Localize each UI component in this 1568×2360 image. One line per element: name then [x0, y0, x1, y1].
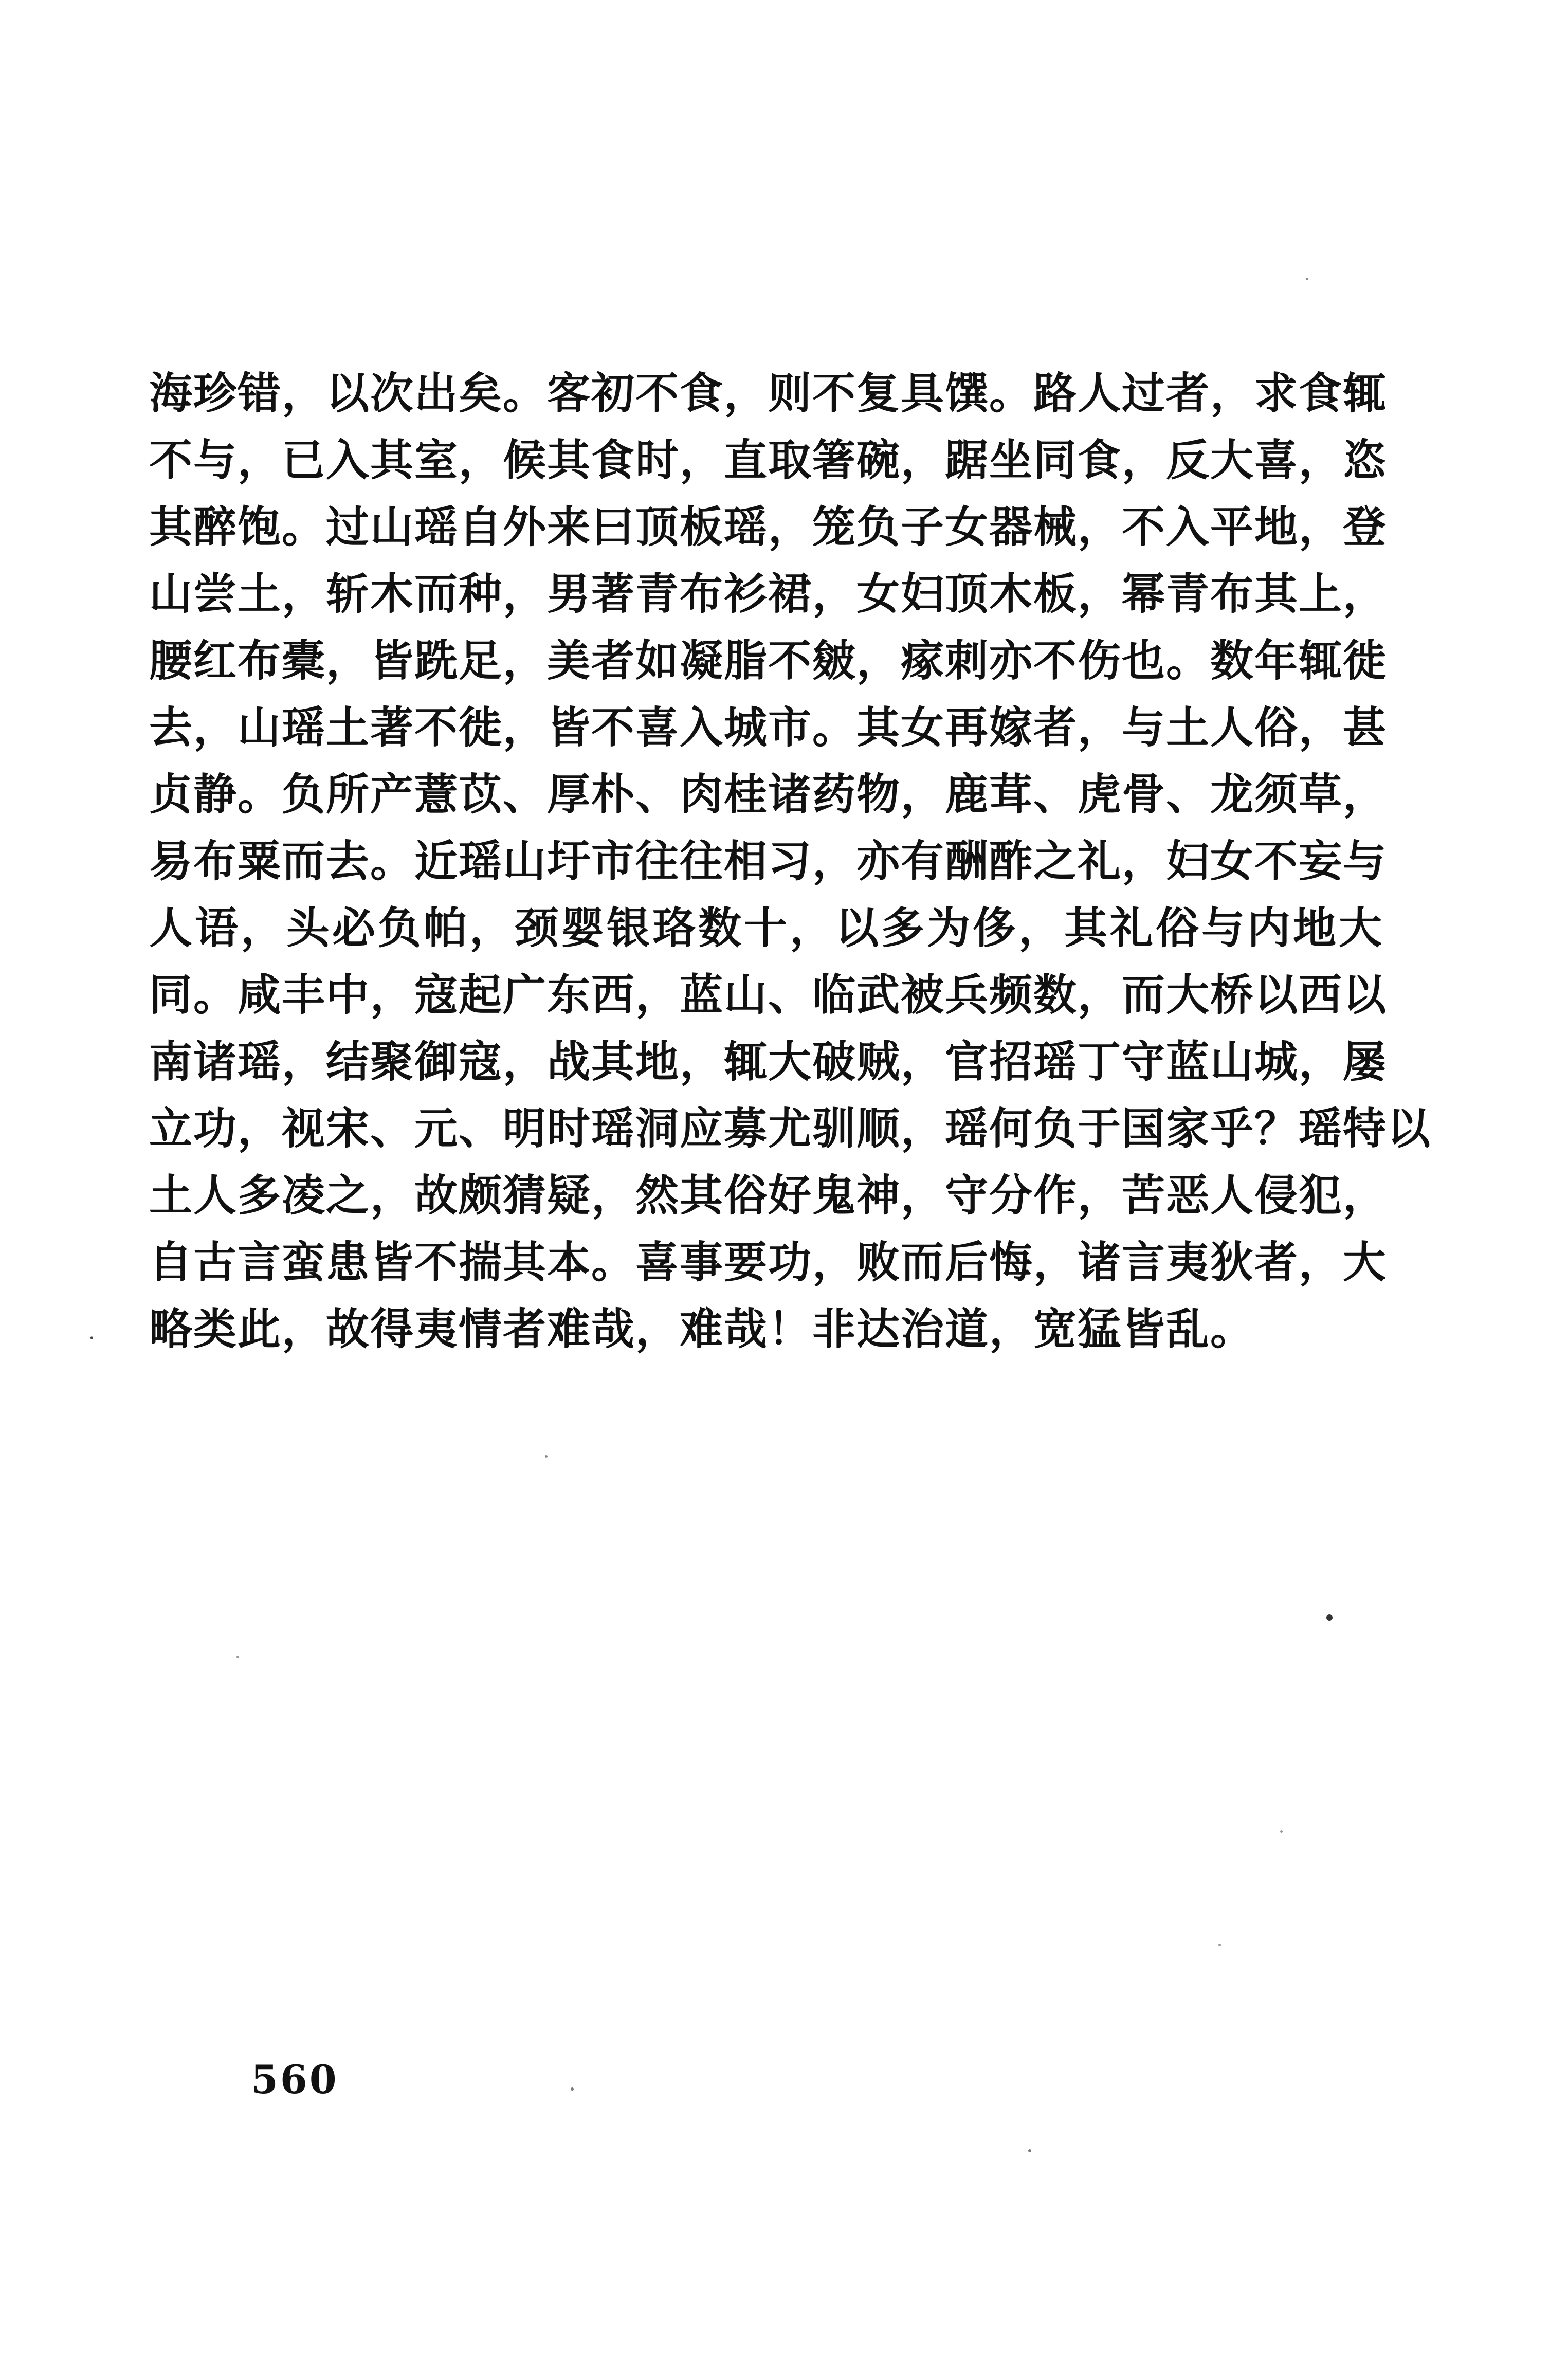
scan-speck: [571, 2087, 574, 2091]
text-line: 自古言蛮患皆不揣其本。喜事要功，败而后悔，诸言夷狄者，大: [149, 1237, 1388, 1287]
text-line: 去，山瑶土著不徙，皆不喜入城市。其女再嫁者，与土人俗，甚: [149, 702, 1388, 753]
scan-speck: [1280, 1830, 1283, 1833]
text-line: 立功，视宋、元、明时瑶洞应募尤驯顺，瑶何负于国家乎？瑶特以: [149, 1103, 1432, 1154]
text-line: 略类此，故得夷情者难哉，难哉！非达治道，宽猛皆乱。: [149, 1303, 1255, 1354]
text-line: 腰红布橐，皆跣足，美者如凝脂不皴，瘃刺亦不伤也。数年辄徙: [149, 635, 1388, 686]
margin-speck: ·: [88, 1327, 95, 1350]
text-line: 贞静。负所产薏苡、厚朴、肉桂诸药物，鹿茸、虎骨、龙须草，: [149, 769, 1388, 820]
text-line: 不与，已入其室，候其食时，直取箸碗，踞坐同食，反大喜，恣: [149, 434, 1388, 485]
text-line: 人语，头必负帕，颈婴银珞数十，以多为侈，其礼俗与内地大: [149, 902, 1383, 953]
text-line: 海珍错，以次出矣。客初不食，则不复具馔。路人过者，求食辄: [149, 368, 1388, 419]
text-line: 南诸瑶，结聚御寇，战其地，辄大破贼，官招瑶丁守蓝山城，屡: [149, 1036, 1388, 1087]
text-line: 其醉饱。过山瑶自外来曰顶板瑶，笼负子女器械，不入平地，登: [149, 501, 1388, 552]
scan-speck: [545, 1455, 548, 1458]
scan-speck: [236, 1656, 239, 1658]
page-number: 560: [251, 2057, 339, 2102]
text-line: 易布粟而去。近瑶山圩市往往相习，亦有酬酢之礼，妇女不妄与: [149, 836, 1388, 886]
scan-speck: [1028, 2149, 1031, 2152]
text-line: 山尝土，斩木而种，男著青布衫裙，女妇顶木板，幂青布其上，: [149, 568, 1388, 619]
scan-speck: [1218, 1944, 1221, 1946]
scan-speck: [1306, 278, 1308, 280]
text-line: 土人多凌之，故颇猜疑，然其俗好鬼神，守分作，苦恶人侵犯，: [149, 1170, 1388, 1221]
scan-speck: [1326, 1614, 1333, 1621]
body-text: [149, 360, 1432, 1363]
text-line: 同。咸丰中，寇起广东西，蓝山、临武被兵频数，而大桥以西以: [149, 969, 1388, 1020]
